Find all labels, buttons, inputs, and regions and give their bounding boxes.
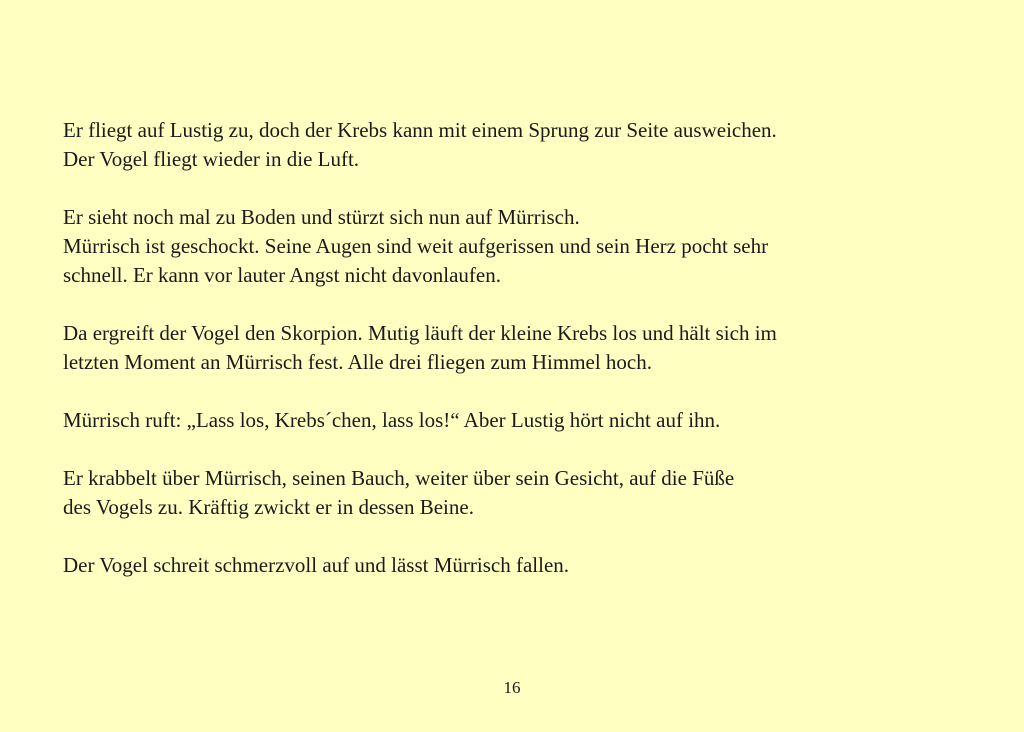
paragraph: [63, 203, 983, 290]
text-line: Der Vogel schreit schmerzvoll auf und lässt Mürrisch fallen.: [63, 553, 570, 577]
text-line: Er fliegt auf Lustig zu, doch der Krebs kann mit einem Sprung zur Seite ausweichen.: [63, 118, 777, 142]
text-line: Er sieht noch mal zu Boden und stürzt sich nun auf Mürrisch.: [63, 205, 580, 229]
page-body: [63, 116, 983, 609]
text-line: Da ergreift der Vogel den Skorpion. Mutig läuft der kleine Krebs los und hält sich im: [63, 321, 777, 345]
text-line: Mürrisch ist geschockt. Seine Augen sind weit aufgerissen und sein Herz pocht sehr: [63, 234, 769, 258]
text-line: Der Vogel fliegt wieder in die Luft.: [63, 147, 360, 171]
paragraph: [63, 116, 983, 174]
paragraph: [63, 551, 983, 580]
page-number: 16: [503, 678, 521, 697]
text-line: letzten Moment an Mürrisch fest. Alle drei fliegen zum Himmel hoch.: [63, 350, 653, 374]
paragraph: [63, 319, 983, 377]
text-line: Mürrisch ruft: „Lass los, Krebs´chen, lass los!“ Aber Lustig hört nicht auf ihn.: [63, 408, 721, 432]
text-line: des Vogels zu. Kräftig zwickt er in dessen Beine.: [63, 495, 474, 519]
paragraph: [63, 464, 983, 522]
text-line: schnell. Er kann vor lauter Angst nicht davonlaufen.: [63, 263, 501, 287]
text-line: Er krabbelt über Mürrisch, seinen Bauch, weiter über sein Gesicht, auf die Füße: [63, 466, 735, 490]
paragraph: [63, 406, 983, 435]
